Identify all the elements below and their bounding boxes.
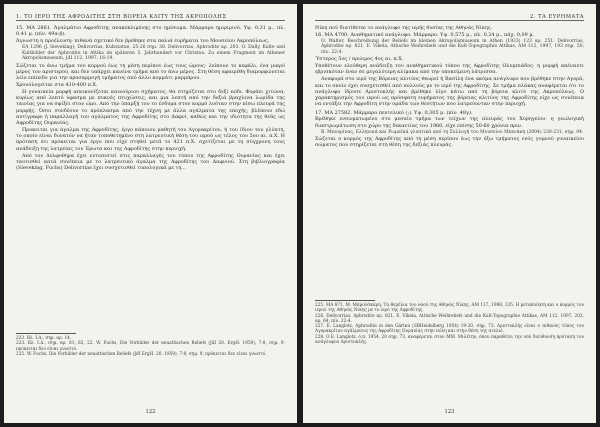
running-head-right: 2. ΤΑ ΕΥΡΗΜΑΤΑ bbox=[315, 13, 584, 21]
page-number-left: 122 bbox=[145, 409, 156, 415]
left-page bbox=[4, 4, 297, 423]
entry-paragraph: Ύστερος 5ος / πρώιμος 4ος αι. π.Χ. bbox=[315, 56, 404, 63]
entry-paragraph: 17. ΜΑ 27582. Μάρμαρο πεντελικό (;). Υψ. 0,305 μ. (πίν. 48γ). bbox=[315, 109, 473, 116]
footnote-rule bbox=[315, 300, 375, 301]
entry-paragraph: Από τον Δελφοθηρα έχει εντοπιστεί στις παραλλαγές του τύπου της Αφροδίτης Ουρανίας και έχει ταυτισθεί κατά συνέπεια με το λατρευτικό άγαλμα της Αφροδίτης του Δαφνιού. Στη βιβλιογραφία (Sieveking, Fuchs) Delivorrias έχει συσχετισθεί τυπολογικά με τη... bbox=[16, 152, 285, 172]
entry-paragraph: Η γυναικεία μορφή απεικονίζεται καινούριου σχήματος, θα στηρίζεται στο δεξί πόδι. Φοράει χιτώνα, κυρίως από λεπτό ύφασμα με πυκνές πτυχώσεις, και μια λεπτή από την δεξιά βραχίονα λωρίδα της ταινίας για να σφίξει στον ώμο. Από την ύπαρξή του το ένδυμα στον κορμό λυόταν στην πίσω πλευρά της μορφής. Όσοι συνδέουν το πρόπλασμα από την τέχνη με άλλα αγάλματα της εποχής, βλέπουν εδώ αντίγραφο ή παραλλαγή του αγάλματος της Αφροδίτης στο Δαφνί, καθώς και την ιδιότητα της θεάς ως Αφροδίτης Ουρανίας. bbox=[16, 88, 285, 127]
page-number-right: 123 bbox=[444, 409, 455, 415]
entry-paragraph: Προκειται για άγαλμα της Αφροδίτης, έργο κάποιου μαθητή του Αγορακρίτου, ή του ίδιου του γλύπτη, το οποίο είναι δυνατόν να ήταν τοποθετημένο στη λατρευτική θέση του ιερού ως τέλος του 5ου αι. π.Χ. Η πρόταση ότι πρόκειται για έργο που είχε στηθεί μετά το 421 π.Χ. σχετίζεται με τη σύγχρονη τους ανάδειξη της λατρείας του Έρωτα και της Αφροδίτης στην περιοχή. bbox=[16, 126, 285, 152]
entry-paragraph: Σώζεται το άνω τμήμα του κορμού έως τη μέση περίπου έως τους ώμους· λείπουν το κεφάλι, ένα μικρό μέρος του αριστερού, και δεν υπάρχει κανένα τμήμα από το άνω μέρος. Στη θέση αφαιρέθη διαμορφώνεται λείο επίπεδο για την προσαρμογή τμήματος από άλλο κομμάτι μαρμάρου. bbox=[16, 62, 286, 82]
right-footnotes bbox=[315, 300, 584, 345]
left-page-body bbox=[16, 25, 285, 172]
footnote: 225. W. Fuchs, Die Vorbilder der neuattischen Reliefs (JdI ErgH. 20. 1959), 7-8, σημ. 9, πρόκειται δεν είναι γνωστό. bbox=[16, 351, 267, 357]
running-head-left: 1. ΤΟ ΙΕΡΟ ΤΗΣ ΑΦΡΟΔΙΤΗΣ ΣΤΗ ΒΟΡΕΙΑ ΚΛΙΤΥ ΤΗΣ ΑΚΡΟΠΟΛΗΣ bbox=[16, 13, 285, 21]
entry-paragraph: Νίκη ποῦ διατίθεται το ανάγλυφο της ιερής θυσίας της Αθηνάς Νίκης. bbox=[315, 25, 493, 31]
entry-paragraph: Βρέθηκε ενσωματωμένο στο μεσαίο τμήμα των τείχων της πλευράς του Χορηγείου· η γεωλογική διαστρωμάτωση στο χώρο της δεκαετίας του 1960, είχε επίσης 50-60 χρόνια πριν. bbox=[315, 116, 584, 129]
entry-paragraph: Άγνωστη η προέλευση· πιθανά σχετικό δεν βρέθηκε στα παλιά ευρήματα του Μουσείου Ακροπόλεως. bbox=[16, 38, 270, 45]
bibliography-reference: B. Μπουρίνας, Ελληνικά και Ρωμαϊκά γλυπτικά από τη Συλλογή του Μουσείου Μπενάκη (2004) 230-231, σημ. 94. bbox=[321, 129, 584, 135]
entry-paragraph: 15. ΜΑ 2861. Άγαλμάτιο Αφροδίτης ανακεκλιμένης στο ημίσωμα. Μάρμαρο ημιριρινό. Υψ. 0,31 μ., πλ. 0,41 μ. (πίν. 49α-β). bbox=[16, 25, 285, 38]
footnote: 228. Ο E. Langlotz, ό.π. 1954, 20 σημ. 73, αναφέρεται στον ΜΜ. Μιλέτην, όπου παραθέτει την υπό διεύθυνση πρόταση του ανάγλυφου Αριστοκλής. bbox=[315, 334, 584, 346]
bibliography-reference: O. Walter, Beschreibung der Reliefs im kleinen Akropolismuseum in Athen (1923) 123 αρ. 251. Delivorrias, Aphrodite αρ. 821. E. Vikela, Attische Weihreliefs und die Kult-Topographie Attikas, AM 112, 1997, 193 σημ. 50, πίν. 22:4. bbox=[321, 38, 584, 56]
footnote: 223. Βλ. Ι.Δ., σημ. αρ. 14. bbox=[16, 336, 72, 341]
footnote: 226. Delivorrias, Aphrodite αρ. 821, E. Vikela, Attische Weihreliefs und die Kult-Topographie Attikas, AM 112, 1997, 202, αρ. 64, πίν. 22:4. bbox=[315, 313, 584, 324]
entry-paragraph: Υποθέτουν ελεύθερη ανάδειξη του αναθηματικού τόπου της Αφροδίτης Ολυμπιάδος· η μορφή απέναντι εβρισκόταν έναν σε μεγαλύτερη κλίμακα από την υποκείμενη λάτρισσα. bbox=[315, 63, 584, 76]
right-page bbox=[303, 4, 596, 423]
entry-paragraph: 16. ΜΑ 4700. Αναθηματικό ανάγλυφο. Μάρμαρο. Υψ. 0,575 μ., πλ. 0,24 μ., πάχ. 0,09 μ. bbox=[315, 31, 535, 38]
right-page-body bbox=[315, 25, 584, 149]
footnote: 227. E. Langlotz, Aphrodite in den Gärten (SBHeidelberg 1954) 19-20, σημ. 73. Αριστοκλής είναι ο πιθανός τόπος του Αγορακρίτου αγάλματος της Αφροδίτης Ουρανίας στην πόλη και στην θέση της ατελιέ. bbox=[315, 324, 584, 335]
entry-paragraph: Σώζεται ο κορμός της Αφροδίτης από τη μέση περίπου έως την έξω τμήματος ενός γυμνού γυναικείου σώματος που στηρίζεται στη θέση της δεξιάς πλευράς. bbox=[315, 135, 584, 149]
entry-paragraph: Χρονολογείται στα 410-400 π.Χ. bbox=[16, 81, 98, 88]
footnote: 223. Βλ. Ι.Δ., σημ. αρ. 81, 82, 22. W. Fuchs, Die Vorbilder der neuattischen Reliefs (JdI 20. ErgH. 1959), 7-8, σημ. 9· πρόκειται δεν είναι γνωστό. bbox=[16, 341, 285, 352]
left-footnotes bbox=[16, 333, 285, 357]
entry-paragraph: Αναφορά στο ιερό της Βόρειας κλιτύος θεωρεί ή Βασίλη ένα ακόμα ανάγλυφο που βρέθηκε στην Αγορά, και το οποίο έχει συσχετισθεί από πολλούς με το ιερό της Αφροδίτης. Σε τμήμα πλάκας αναφέρεται ότι το ανάγλυφο ίδρυσε Αριστοκλής και βρέθηκε λίγο κάτω από τη βόρεια κλιτύ της Ακροπόλεως. Ο χαρακτηρισμός του ιερού ως πρόσφατη ευρήματος της βόρειας κλιτύος της Αφροδίτης είχε ως συνέπεια να εντάξει την Αφροδίτη στην ομάδα των θεοτήτων που λατρεύονταν στην περιοχή. bbox=[315, 76, 584, 108]
bibliography-reference: ΕΑ 1296 (J. Sieveking); Delivorrias, Kultstatue, 25-26 σημ. 38. Delivorrias, Aphrodite αρ. 203. O. Dally, Kulte und Kultbilder der Aphrodite in Attika im späteren 5. Jahrhundert vor Christus. Zu einem Fragment im Athener Akropolismuseum, JdI 112, 1997, 16-19. bbox=[22, 44, 285, 62]
footnote: 225. ΜΑ 871, Μ. Μπρούσκαρη, Τα θεμέλια του ναού της Αθηνάς Νίκης, AM 117, 1988, 135. Η μεταποίηση και ο κορμός του ιερού της Αθηνάς Νίκης με το ιερό της Αφροδίτης. bbox=[315, 303, 584, 314]
footnote-rule bbox=[16, 333, 76, 334]
